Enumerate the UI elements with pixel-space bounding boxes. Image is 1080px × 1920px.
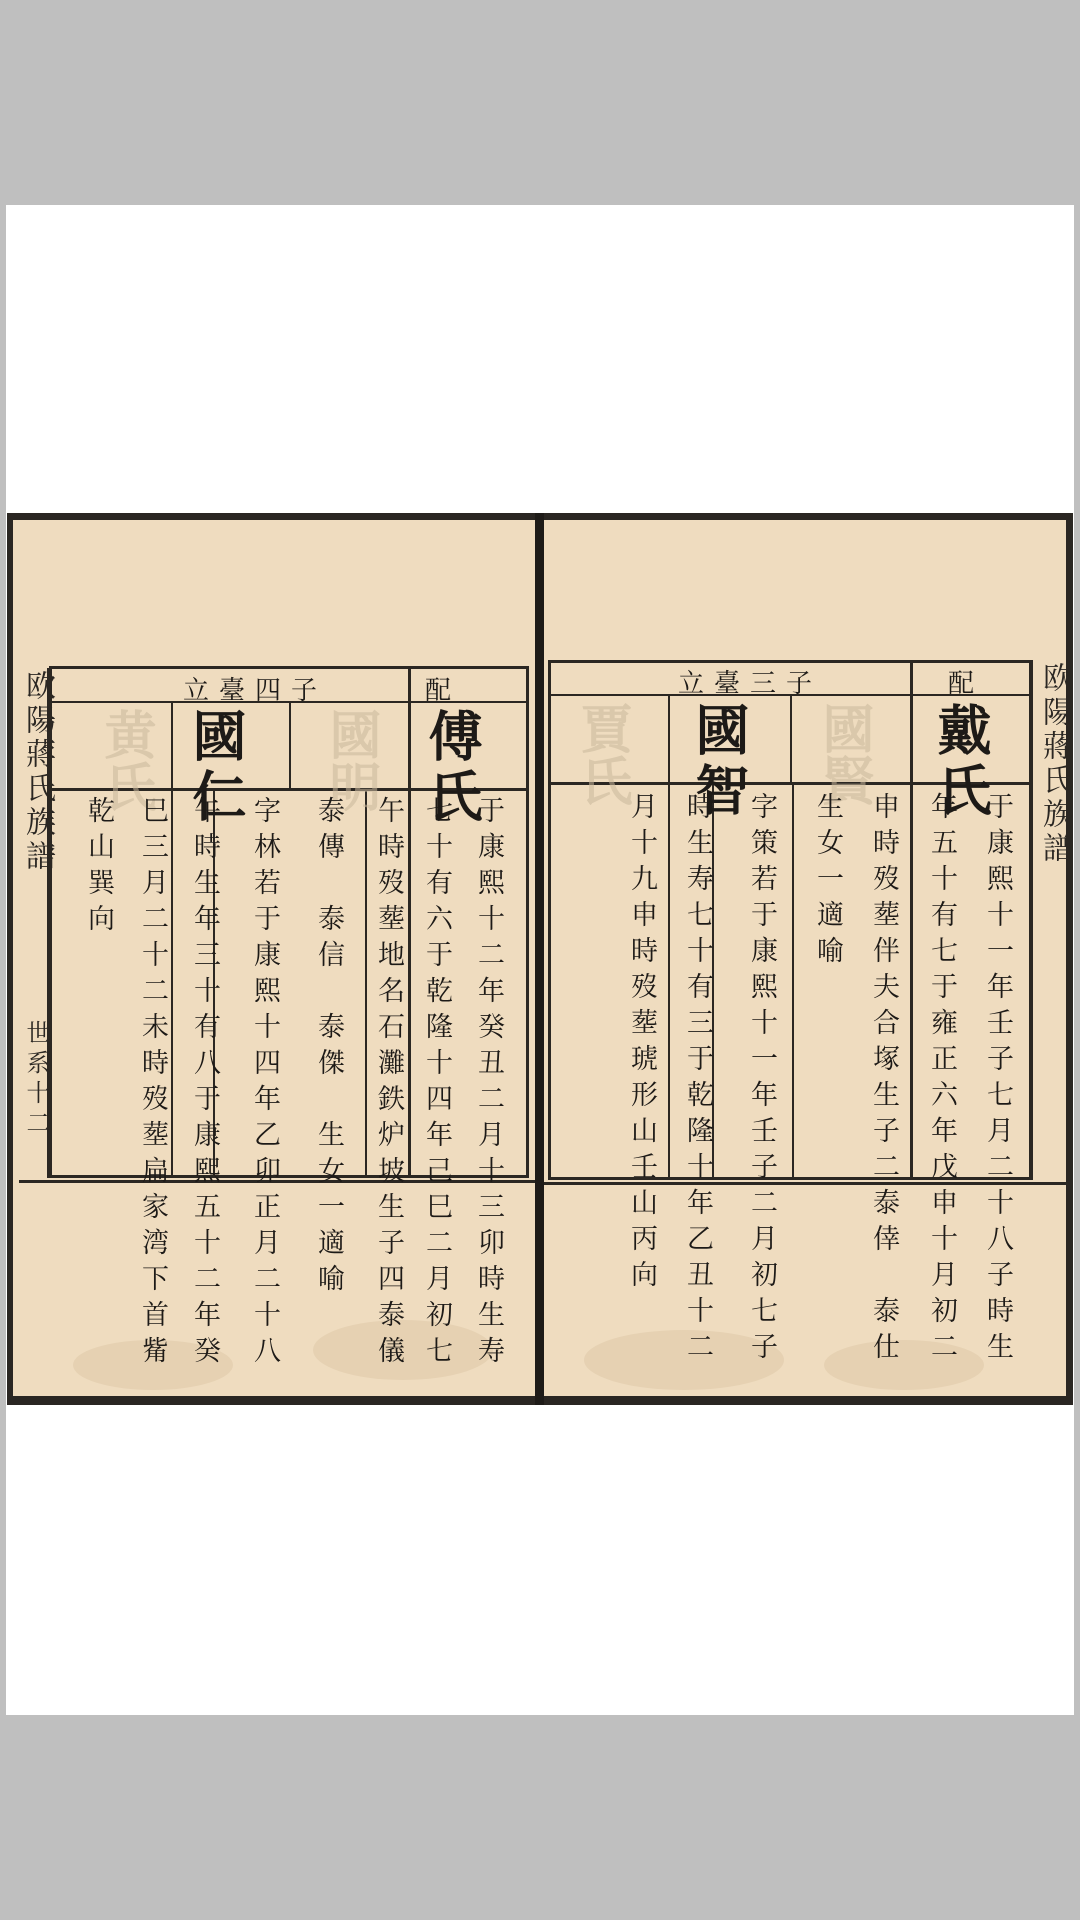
column-divider [792, 782, 794, 1180]
son-text-column: 巳三月二十二未時歿塟扁家湾下首觜 [137, 796, 168, 1372]
scanned-book-spread [7, 513, 1073, 1405]
margin-book-title: 欧陽蔣氏族譜 [1037, 662, 1072, 866]
son-text-column: 乾山巽向 [83, 796, 114, 940]
son-order-label: 立臺三子 [678, 669, 823, 699]
left-page [13, 520, 535, 1396]
spouse-name: 戴氏 [929, 702, 993, 822]
son-text-column: 字策若于康熙十一年壬子二月初七子 [746, 792, 777, 1368]
son-text-column: 月十九申時歿塟琥形山壬山丙向 [626, 792, 657, 1296]
spouse-label: 配 [425, 676, 452, 706]
son-text-column: 午時生年三十有八于康熙五十二年癸 [189, 796, 220, 1372]
spouse-text-column: 午時歿塟地名石灘鉄炉坡生子四泰儀 [373, 796, 404, 1372]
son-name: 國仁 [184, 708, 248, 828]
generation-label: 世系十二 [22, 1020, 50, 1140]
bleed-through-text: 黄氏 [95, 708, 156, 812]
column-divider [171, 701, 173, 1178]
bleed-through-text: 國明 [320, 708, 381, 812]
spouse-name: 傅氏 [420, 708, 484, 828]
spouse-text-column: 年五十有七于雍正六年戊申十月初二 [926, 792, 957, 1368]
book-gutter [535, 513, 544, 1405]
son-text-column: 時生寿七十有三于乾隆十年乙丑十二 [682, 792, 713, 1368]
column-divider [668, 694, 670, 1180]
son-text-column: 字林若于康熙十四年乙卯正月二十八 [249, 796, 280, 1372]
son-order-label: 立臺四子 [183, 676, 328, 706]
spouse-text-column: 申時歿塟伴夫合塚生子二泰倖 泰仕 [868, 792, 899, 1368]
column-divider [365, 788, 367, 1178]
column-divider [289, 701, 291, 788]
column-divider [408, 666, 411, 1178]
spouse-label: 配 [948, 669, 975, 699]
spouse-text-column: 泰傳 泰信 泰傑 生女一適喻 [313, 796, 344, 1300]
spouse-text-column: 于康熙十一年壬子七月二十八子時生 [982, 792, 1013, 1368]
spouse-text-column: 七十有六于乾隆十四年己巳二月初七 [421, 796, 452, 1372]
bleed-through-text: 國賢 [813, 702, 874, 806]
paper-stain [824, 1340, 984, 1390]
column-divider [790, 694, 792, 782]
column-divider [910, 660, 913, 1180]
spouse-text-column: 于康熙十二年癸丑二月十三卯時生寿 [473, 796, 504, 1372]
right-page [544, 520, 1072, 1396]
son-name: 國智 [687, 702, 751, 822]
margin-book-title: 欧陽蔣氏族譜 [20, 670, 55, 874]
spouse-text-column: 生女一適喻 [812, 792, 843, 972]
bleed-through-text: 賈氏 [571, 702, 632, 806]
